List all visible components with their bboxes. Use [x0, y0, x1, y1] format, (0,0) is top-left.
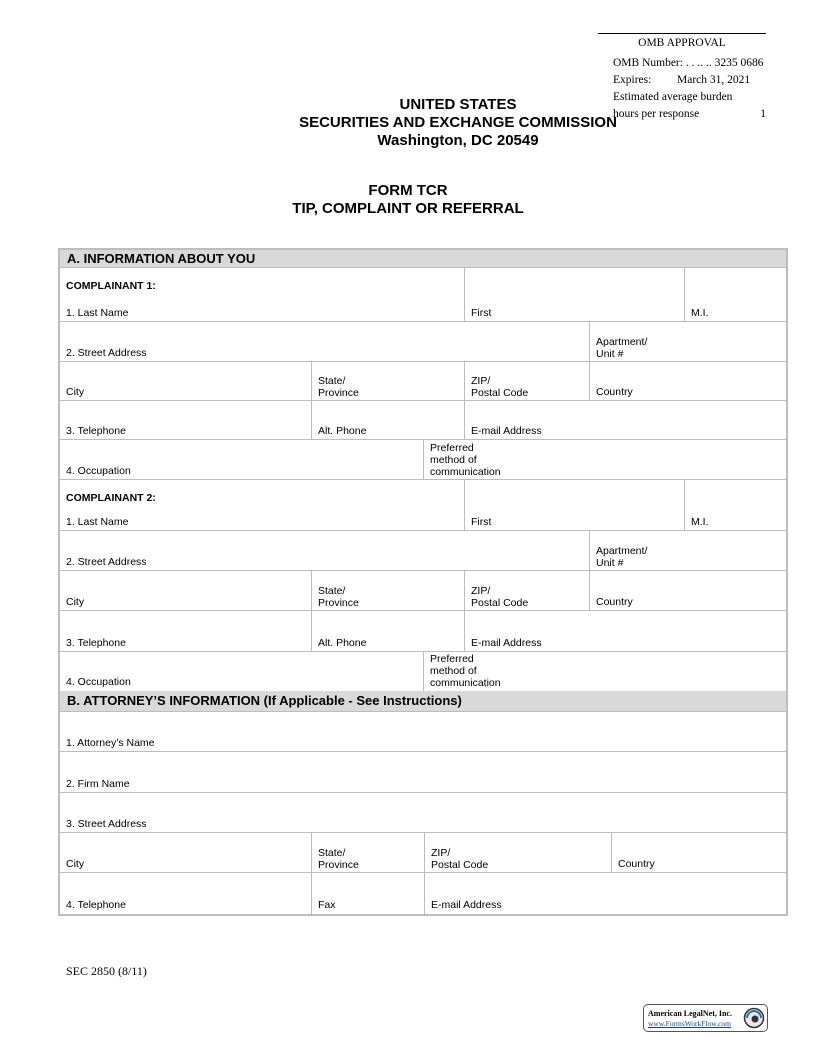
firm-name-label: 2. Firm Name: [66, 778, 130, 790]
agency-line1: UNITED STATES: [399, 96, 517, 113]
attorney-state-text2: Province: [318, 859, 359, 871]
c2-apt-label: [596, 545, 647, 569]
c2-apt-text2: Unit #: [596, 557, 624, 569]
c2-pref-text2: method of: [430, 665, 477, 677]
c2-state-field[interactable]: [312, 571, 465, 611]
section-a-header: A. INFORMATION ABOUT YOU: [60, 250, 786, 268]
c1-alt-phone-field[interactable]: [312, 401, 465, 440]
c2-state-text1: State/: [318, 585, 346, 597]
c2-city-label: City: [66, 596, 85, 608]
c2-email-label: E-mail Address: [471, 637, 542, 649]
c1-first-label: First: [471, 307, 492, 319]
c1-first-name-field[interactable]: [465, 268, 685, 322]
c2-pref-text1: Preferred: [430, 653, 474, 665]
c2-pref-text3: communication: [430, 677, 501, 689]
c1-state-text2: Province: [318, 387, 359, 399]
c2-zip-field[interactable]: [465, 571, 590, 611]
c2-mi-field[interactable]: [685, 480, 786, 531]
c1-street-label: 2. Street Address: [66, 347, 147, 359]
c1-telephone-label: 3. Telephone: [66, 425, 126, 437]
c1-zip-field[interactable]: [465, 362, 590, 401]
omb-number: [598, 55, 766, 72]
c2-zip-text1: ZIP/: [471, 585, 491, 597]
attorney-country-label: Country: [618, 858, 655, 870]
c1-country-label: Country: [596, 386, 633, 398]
c1-mi-label: M.I.: [691, 307, 709, 319]
agency-line2: SECURITIES AND EXCHANGE COMMISSION: [299, 114, 617, 131]
c1-preferred-method-field[interactable]: [424, 440, 786, 480]
c1-last-name-field[interactable]: [60, 268, 465, 322]
attorney-email-label: E-mail Address: [431, 899, 502, 911]
c2-apt-text1: Apartment/: [596, 545, 648, 557]
attorney-telephone-label: 4. Telephone: [66, 899, 126, 911]
c2-state-text2: Province: [318, 597, 359, 609]
c1-last-name-label: 1. Last Name: [66, 307, 129, 319]
attorney-state-field[interactable]: [312, 833, 425, 873]
form-number: SEC 2850 (8/11): [66, 964, 147, 978]
firm-name-field[interactable]: [60, 752, 786, 793]
c2-alt-phone-field[interactable]: [312, 611, 465, 652]
c2-first-label: First: [471, 516, 492, 528]
c2-occupation-label: 4. Occupation: [66, 676, 131, 688]
c1-state-label: [318, 375, 359, 399]
c2-preferred-method-field[interactable]: [424, 652, 786, 691]
c1-alt-phone-label: Alt. Phone: [318, 425, 367, 437]
c1-zip-label: [471, 375, 528, 399]
omb-expires-value: March 31, 2021: [677, 74, 751, 86]
c1-apt-field[interactable]: [590, 322, 786, 362]
c2-occupation-field[interactable]: [60, 652, 424, 691]
attorney-email-field[interactable]: [425, 873, 786, 914]
attorney-state-text1: State/: [318, 847, 346, 859]
agency-line3: Washington, DC 20549: [377, 132, 539, 149]
complainant2-heading: COMPLAINANT 2:: [66, 492, 156, 504]
c1-preferred-label: [430, 442, 501, 478]
omb-burden-value: 1: [760, 108, 766, 120]
attorney-street-label: 3. Street Address: [66, 818, 147, 830]
form-title: FORM TCR: [368, 182, 448, 199]
omb-expires-label: Expires:: [613, 74, 652, 86]
c1-pref-text3: communication: [430, 466, 501, 478]
c1-apt-text2: Unit #: [596, 348, 624, 360]
attorney-zip-text2: Postal Code: [431, 859, 489, 871]
c1-occupation-label: 4. Occupation: [66, 465, 131, 477]
c2-last-name-label: 1. Last Name: [66, 516, 129, 528]
c2-apt-field[interactable]: [590, 531, 786, 571]
c1-occupation-field[interactable]: [60, 440, 424, 480]
badge-url[interactable]: www.FormsWorkFlow.com: [648, 1019, 732, 1028]
c2-mi-label: M.I.: [691, 516, 709, 528]
c2-state-label: [318, 585, 359, 609]
c2-preferred-label: [430, 653, 501, 689]
c2-alt-phone-label: Alt. Phone: [318, 637, 367, 649]
omb-expires: [598, 72, 766, 89]
c1-telephone-field[interactable]: [60, 401, 312, 440]
c2-city-field[interactable]: [60, 571, 312, 611]
c2-country-field[interactable]: [590, 571, 786, 611]
c2-telephone-label: 3. Telephone: [66, 637, 126, 649]
c1-country-field[interactable]: [590, 362, 786, 401]
c1-apt-text1: Apartment/: [596, 336, 648, 348]
c1-mi-field[interactable]: [685, 268, 786, 322]
attorney-city-label: City: [66, 858, 85, 870]
c1-city-label: City: [66, 386, 85, 398]
attorney-country-field[interactable]: [612, 833, 786, 873]
c2-street-field[interactable]: [60, 531, 590, 571]
c1-pref-text2: method of: [430, 454, 477, 466]
badge-company: American LegalNet, Inc.: [648, 1009, 732, 1018]
omb-title: OMB APPROVAL: [598, 33, 766, 52]
c1-state-text1: State/: [318, 375, 346, 387]
attorney-zip-label: [431, 847, 488, 871]
attorney-fax-field[interactable]: [312, 873, 425, 914]
attorney-telephone-field[interactable]: [60, 873, 312, 914]
attorney-state-label: [318, 847, 359, 871]
c2-last-name-field[interactable]: [60, 480, 465, 531]
attorney-zip-text1: ZIP/: [431, 847, 451, 859]
attorney-zip-field[interactable]: [425, 833, 612, 873]
attorney-fax-label: Fax: [318, 899, 336, 911]
legalnet-badge[interactable]: [643, 1004, 768, 1032]
attorney-name-label: 1. Attorney’s Name: [66, 737, 155, 749]
c1-state-field[interactable]: [312, 362, 465, 401]
complainant1-heading: COMPLAINANT 1:: [66, 280, 156, 292]
globe-logo-icon: [743, 1007, 765, 1029]
c1-email-label: E-mail Address: [471, 425, 542, 437]
c2-first-name-field[interactable]: [465, 480, 685, 531]
c1-zip-text2: Postal Code: [471, 387, 529, 399]
c1-apt-label: [596, 336, 647, 360]
c2-street-label: 2. Street Address: [66, 556, 147, 568]
c1-email-field[interactable]: [465, 401, 786, 440]
c1-pref-text1: Preferred: [430, 442, 474, 454]
c1-street-field[interactable]: [60, 322, 590, 362]
omb-burden-text2: hours per response: [613, 108, 700, 120]
form-subtitle: TIP, COMPLAINT OR REFERRAL: [292, 200, 524, 217]
attorney-street-field[interactable]: [60, 793, 786, 833]
attorney-city-field[interactable]: [60, 833, 312, 873]
omb-burden-text1: Estimated average burden: [613, 91, 733, 103]
c2-telephone-field[interactable]: [60, 611, 312, 652]
c2-country-label: Country: [596, 596, 633, 608]
omb-number-text: OMB Number: . . .. .. 3235 0686: [613, 57, 764, 69]
section-b-header: B. ATTORNEY’S INFORMATION (If Applicable - See Instructions): [60, 691, 786, 712]
c2-email-field[interactable]: [465, 611, 786, 652]
attorney-name-field[interactable]: [60, 712, 786, 752]
c1-zip-text1: ZIP/: [471, 375, 491, 387]
c1-city-field[interactable]: [60, 362, 312, 401]
c2-zip-label: [471, 585, 528, 609]
c2-zip-text2: Postal Code: [471, 597, 529, 609]
